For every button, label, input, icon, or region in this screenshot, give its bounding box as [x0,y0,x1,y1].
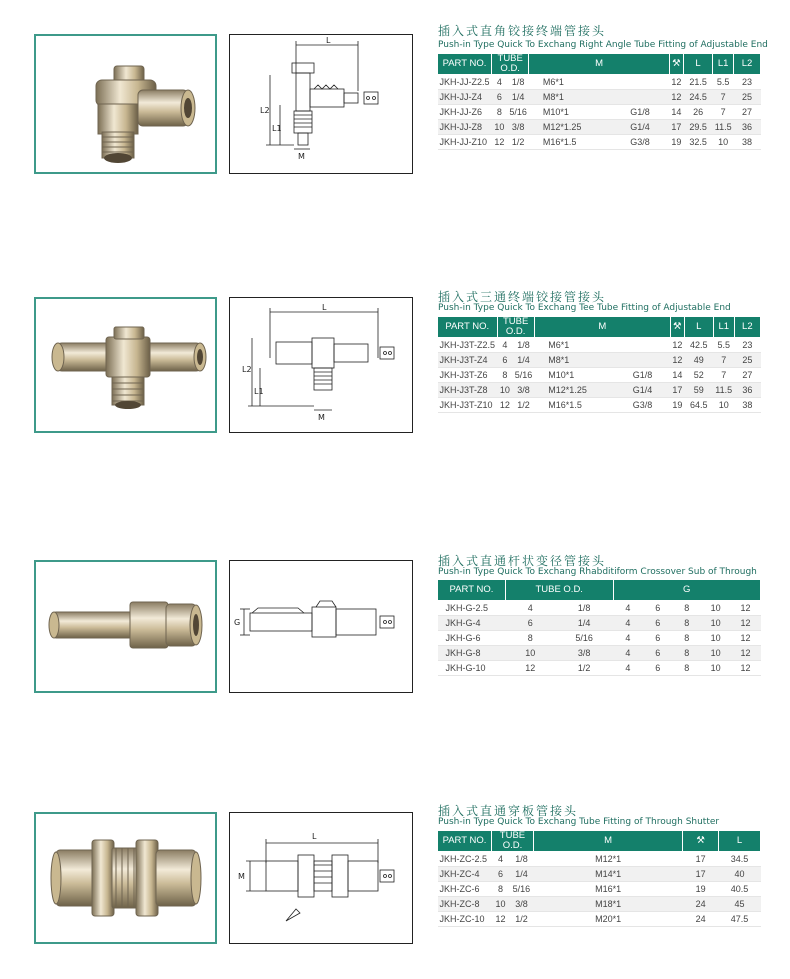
cell: JKH-G-10 [438,661,506,676]
cell: 10 [701,601,731,616]
cell: JKH-G-4 [438,616,506,631]
cell: 6 [643,601,673,616]
section-title-en: Push-in Type Quick To Exchang Right Angle Tube Fitting of Adjustable End [438,40,768,50]
cell: 24 [683,912,719,927]
dimension-drawing [230,298,412,432]
header-part-no: PART NO. [438,831,492,852]
section-title-cn: 插入式直角铰接终端管接头 [438,24,607,38]
cell: 1/8 [507,75,529,90]
cell: JKH-J3T-Z4 [438,353,498,368]
cell: 7 [713,368,734,383]
header-l1: L1 [713,54,734,75]
cell: 12 [669,75,683,90]
cell: 36 [734,120,761,135]
cell: 29.5 [683,120,712,135]
cell: M8*1 [529,90,611,105]
cell: 4 [613,646,643,661]
cell: JKH-ZC-6 [438,882,492,897]
cell [611,90,670,105]
table-row [438,661,761,676]
cell: 24.5 [683,90,712,105]
cell: G3/8 [615,398,671,413]
cell: 1/4 [513,353,535,368]
header-tube-od: TUBE O.D. [505,580,613,601]
dim-label-M: M [318,413,325,422]
product-photo-crossover [34,560,217,693]
cell: 1/2 [555,661,613,676]
dim-label-L2: L2 [260,106,270,115]
cell: 10 [701,661,731,676]
cell: 4 [613,661,643,676]
drawing-right-angle [229,34,413,174]
dim-label-M: M [298,152,305,161]
wrench-icon: ⚒ [670,317,684,338]
cell: 1/2 [509,912,533,927]
header-l1: L1 [713,317,734,338]
cell: 8 [491,882,509,897]
cell: 1/2 [513,398,535,413]
cell: 8 [673,631,701,646]
cell: 17 [683,867,719,882]
cell: 4 [613,616,643,631]
cell: JKH-JJ-Z4 [438,90,492,105]
cell: 6 [505,616,555,631]
table-row [438,852,761,867]
dim-label-G: G [234,618,241,627]
cell: 12 [670,338,684,353]
dim-label-L: L [322,303,327,312]
cell [611,75,670,90]
dim-label-L2: L2 [242,365,252,374]
cell: 12 [669,90,683,105]
cell: 23 [734,338,760,353]
section-title-cn: 插入式直通穿板管接头 [438,804,579,818]
cell: 23 [734,75,761,90]
cell: 1/8 [555,601,613,616]
cell: M8*1 [534,353,614,368]
drawing-crossover [229,560,413,693]
cell: 17 [670,383,684,398]
cell: 4 [613,601,643,616]
section-title-cn: 插入式三通终端铰接管接头 [438,290,607,304]
table-row [438,75,761,90]
dim-label-L: L [326,36,331,45]
cell: JKH-J3T-Z2.5 [438,338,498,353]
dimension-drawing [230,561,412,692]
cell: JKH-ZC-8 [438,897,492,912]
cell: 5/16 [507,105,529,120]
header-tube-od: TUBE O.D. [497,317,534,338]
table-row [438,368,761,383]
header-part-no: PART NO. [438,580,506,601]
cell: 21.5 [683,75,712,90]
cell: 12 [731,601,761,616]
cell: 12 [731,631,761,646]
cell: 5.5 [713,338,734,353]
cell: 1/8 [513,338,535,353]
spec-table-through-shutter [437,830,761,927]
product-photo-tee [34,297,217,433]
brass-fitting-photo [36,36,215,172]
cell: JKH-JJ-Z8 [438,120,492,135]
drawing-through-shutter [229,812,413,944]
cell: 25 [734,90,761,105]
table-row [438,897,761,912]
table-row [438,646,761,661]
cell: 6 [492,90,508,105]
cell: 4 [491,852,509,867]
table-row [438,631,761,646]
cell: G1/4 [611,120,670,135]
cell: 1/4 [509,867,533,882]
table-row [438,616,761,631]
spec-table-crossover [437,579,761,676]
cell [615,338,671,353]
cell: JKH-G-2.5 [438,601,506,616]
table-row [438,601,761,616]
cell: JKH-J3T-Z10 [438,398,498,413]
cell: 24 [683,897,719,912]
cell: 4 [505,601,555,616]
header-tube-od: TUBE O.D. [491,831,533,852]
cell: 19 [683,882,719,897]
cell: G1/8 [611,105,670,120]
dim-label-M: M [238,872,245,881]
brass-fitting-photo [36,562,215,691]
cell: 10 [505,646,555,661]
cell: M20*1 [533,912,682,927]
header-m: M [529,54,670,75]
header-l2: L2 [734,317,760,338]
cell: G3/8 [611,135,670,150]
cell: 10 [701,646,731,661]
cell: 17 [669,120,683,135]
cell: 1/8 [509,852,533,867]
table-header [438,831,761,852]
table-row [438,882,761,897]
table-row [438,867,761,882]
cell: 19 [670,398,684,413]
cell: M14*1 [533,867,682,882]
cell: 47.5 [719,912,761,927]
cell: 12 [731,616,761,631]
cell: M12*1.25 [529,120,611,135]
cell: 6 [643,661,673,676]
cell: JKH-G-6 [438,631,506,646]
header-part-no: PART NO. [438,54,492,75]
cell: 40.5 [719,882,761,897]
table-header [438,54,761,75]
cell: JKH-G-8 [438,646,506,661]
cell: 27 [734,368,760,383]
cell: 3/8 [555,646,613,661]
cell: 26 [683,105,712,120]
cell: 38 [734,135,761,150]
cell: G1/4 [615,383,671,398]
cell: 3/8 [513,383,535,398]
cell: G1/8 [615,368,671,383]
cell: 1/2 [507,135,529,150]
header-l: L [719,831,761,852]
cell: 14 [670,368,684,383]
cell: 8 [497,368,513,383]
header-part-no: PART NO. [438,317,498,338]
cell: 49 [684,353,713,368]
cell: M6*1 [529,75,611,90]
cell: JKH-JJ-Z10 [438,135,492,150]
header-g: G [613,580,761,601]
dim-label-L: L [312,832,317,841]
table-row [438,383,761,398]
cell: 1/4 [507,90,529,105]
cell: 10 [492,120,508,135]
cell: 8 [673,661,701,676]
cell: 36 [734,383,760,398]
cell: 12 [491,912,509,927]
cell: 8 [673,601,701,616]
cell: 5/16 [555,631,613,646]
cell: 10 [713,398,734,413]
cell: M10*1 [534,368,614,383]
header-l: L [684,317,713,338]
cell: 19 [669,135,683,150]
cell: 7 [713,353,734,368]
table-header [438,580,761,601]
cell: 4 [492,75,508,90]
cell: 8 [673,646,701,661]
cell: 4 [613,631,643,646]
cell: JKH-JJ-Z6 [438,105,492,120]
cell: 14 [669,105,683,120]
cell: 8 [505,631,555,646]
cell: 6 [491,867,509,882]
table-header [438,317,761,338]
cell: 5/16 [509,882,533,897]
cell: 12 [505,661,555,676]
cell: 3/8 [509,897,533,912]
cell: 34.5 [719,852,761,867]
cell: 32.5 [683,135,712,150]
cell: 10 [701,616,731,631]
cell: JKH-JJ-Z2.5 [438,75,492,90]
cell: M18*1 [533,897,682,912]
cell: 12 [731,646,761,661]
cell: M16*1 [533,882,682,897]
cell: 6 [643,646,673,661]
cell: 27 [734,105,761,120]
cell: 7 [713,90,734,105]
cell: 3/8 [507,120,529,135]
table-row [438,105,761,120]
cell: 17 [683,852,719,867]
spec-table-right-angle [437,53,761,150]
cell: M12*1 [533,852,682,867]
cell: 52 [684,368,713,383]
table-row [438,120,761,135]
cell: 10 [701,631,731,646]
cell: 38 [734,398,760,413]
cell: 5.5 [713,75,734,90]
cell [615,353,671,368]
header-m: M [533,831,682,852]
table-row [438,912,761,927]
cell: 12 [492,135,508,150]
cell: 8 [673,616,701,631]
cell: JKH-ZC-2.5 [438,852,492,867]
cell: 45 [719,897,761,912]
section-title-en: Push-in Type Quick To Exchang Tube Fitting of Through Shutter [438,817,720,827]
cell: JKH-ZC-4 [438,867,492,882]
cell: JKH-J3T-Z8 [438,383,498,398]
brass-fitting-photo [36,299,215,431]
table-row [438,90,761,105]
cell: 64.5 [684,398,713,413]
table-row [438,353,761,368]
spec-table-tee [437,316,761,413]
cell: 12 [497,398,513,413]
cell: 4 [497,338,513,353]
cell: JKH-ZC-10 [438,912,492,927]
cell: JKH-J3T-Z6 [438,368,498,383]
cell: 12 [731,661,761,676]
cell: 8 [492,105,508,120]
brass-fitting-photo [36,814,215,942]
section-title-en: Push-in Type Quick To Exchang Tee Tube Fitting of Adjustable End [438,303,731,313]
cell: M6*1 [534,338,614,353]
cell: 59 [684,383,713,398]
wrench-icon: ⚒ [669,54,683,75]
table-row [438,135,761,150]
table-row [438,398,761,413]
cell: 42.5 [684,338,713,353]
cell: 6 [643,616,673,631]
dimension-drawing [230,35,412,173]
cell: 11.5 [713,383,734,398]
header-tube-od: TUBE O.D. [492,54,529,75]
product-photo-right-angle [34,34,217,174]
header-l: L [683,54,712,75]
header-l2: L2 [734,54,761,75]
product-photo-through-shutter [34,812,217,944]
section-title-en: Push-in Type Quick To Exchang Rhabditiform Crossover Sub of Through [438,567,757,577]
wrench-icon: ⚒ [683,831,719,852]
cell: 40 [719,867,761,882]
cell: M12*1.25 [534,383,614,398]
cell: 5/16 [513,368,535,383]
cell: 10 [713,135,734,150]
cell: 25 [734,353,760,368]
cell: 7 [713,105,734,120]
cell: M16*1.5 [529,135,611,150]
cell: 10 [497,383,513,398]
dim-label-L1: L1 [272,124,282,133]
section-title-cn: 插入式直通杆状变径管接头 [438,554,607,568]
dimension-drawing [230,813,412,943]
header-m: M [534,317,670,338]
table-row [438,338,761,353]
cell: 10 [491,897,509,912]
cell: 12 [670,353,684,368]
drawing-tee [229,297,413,433]
cell: M10*1 [529,105,611,120]
dim-label-L1: L1 [254,387,264,396]
cell: 1/4 [555,616,613,631]
cell: M16*1.5 [534,398,614,413]
cell: 6 [643,631,673,646]
cell: 6 [497,353,513,368]
cell: 11.5 [713,120,734,135]
